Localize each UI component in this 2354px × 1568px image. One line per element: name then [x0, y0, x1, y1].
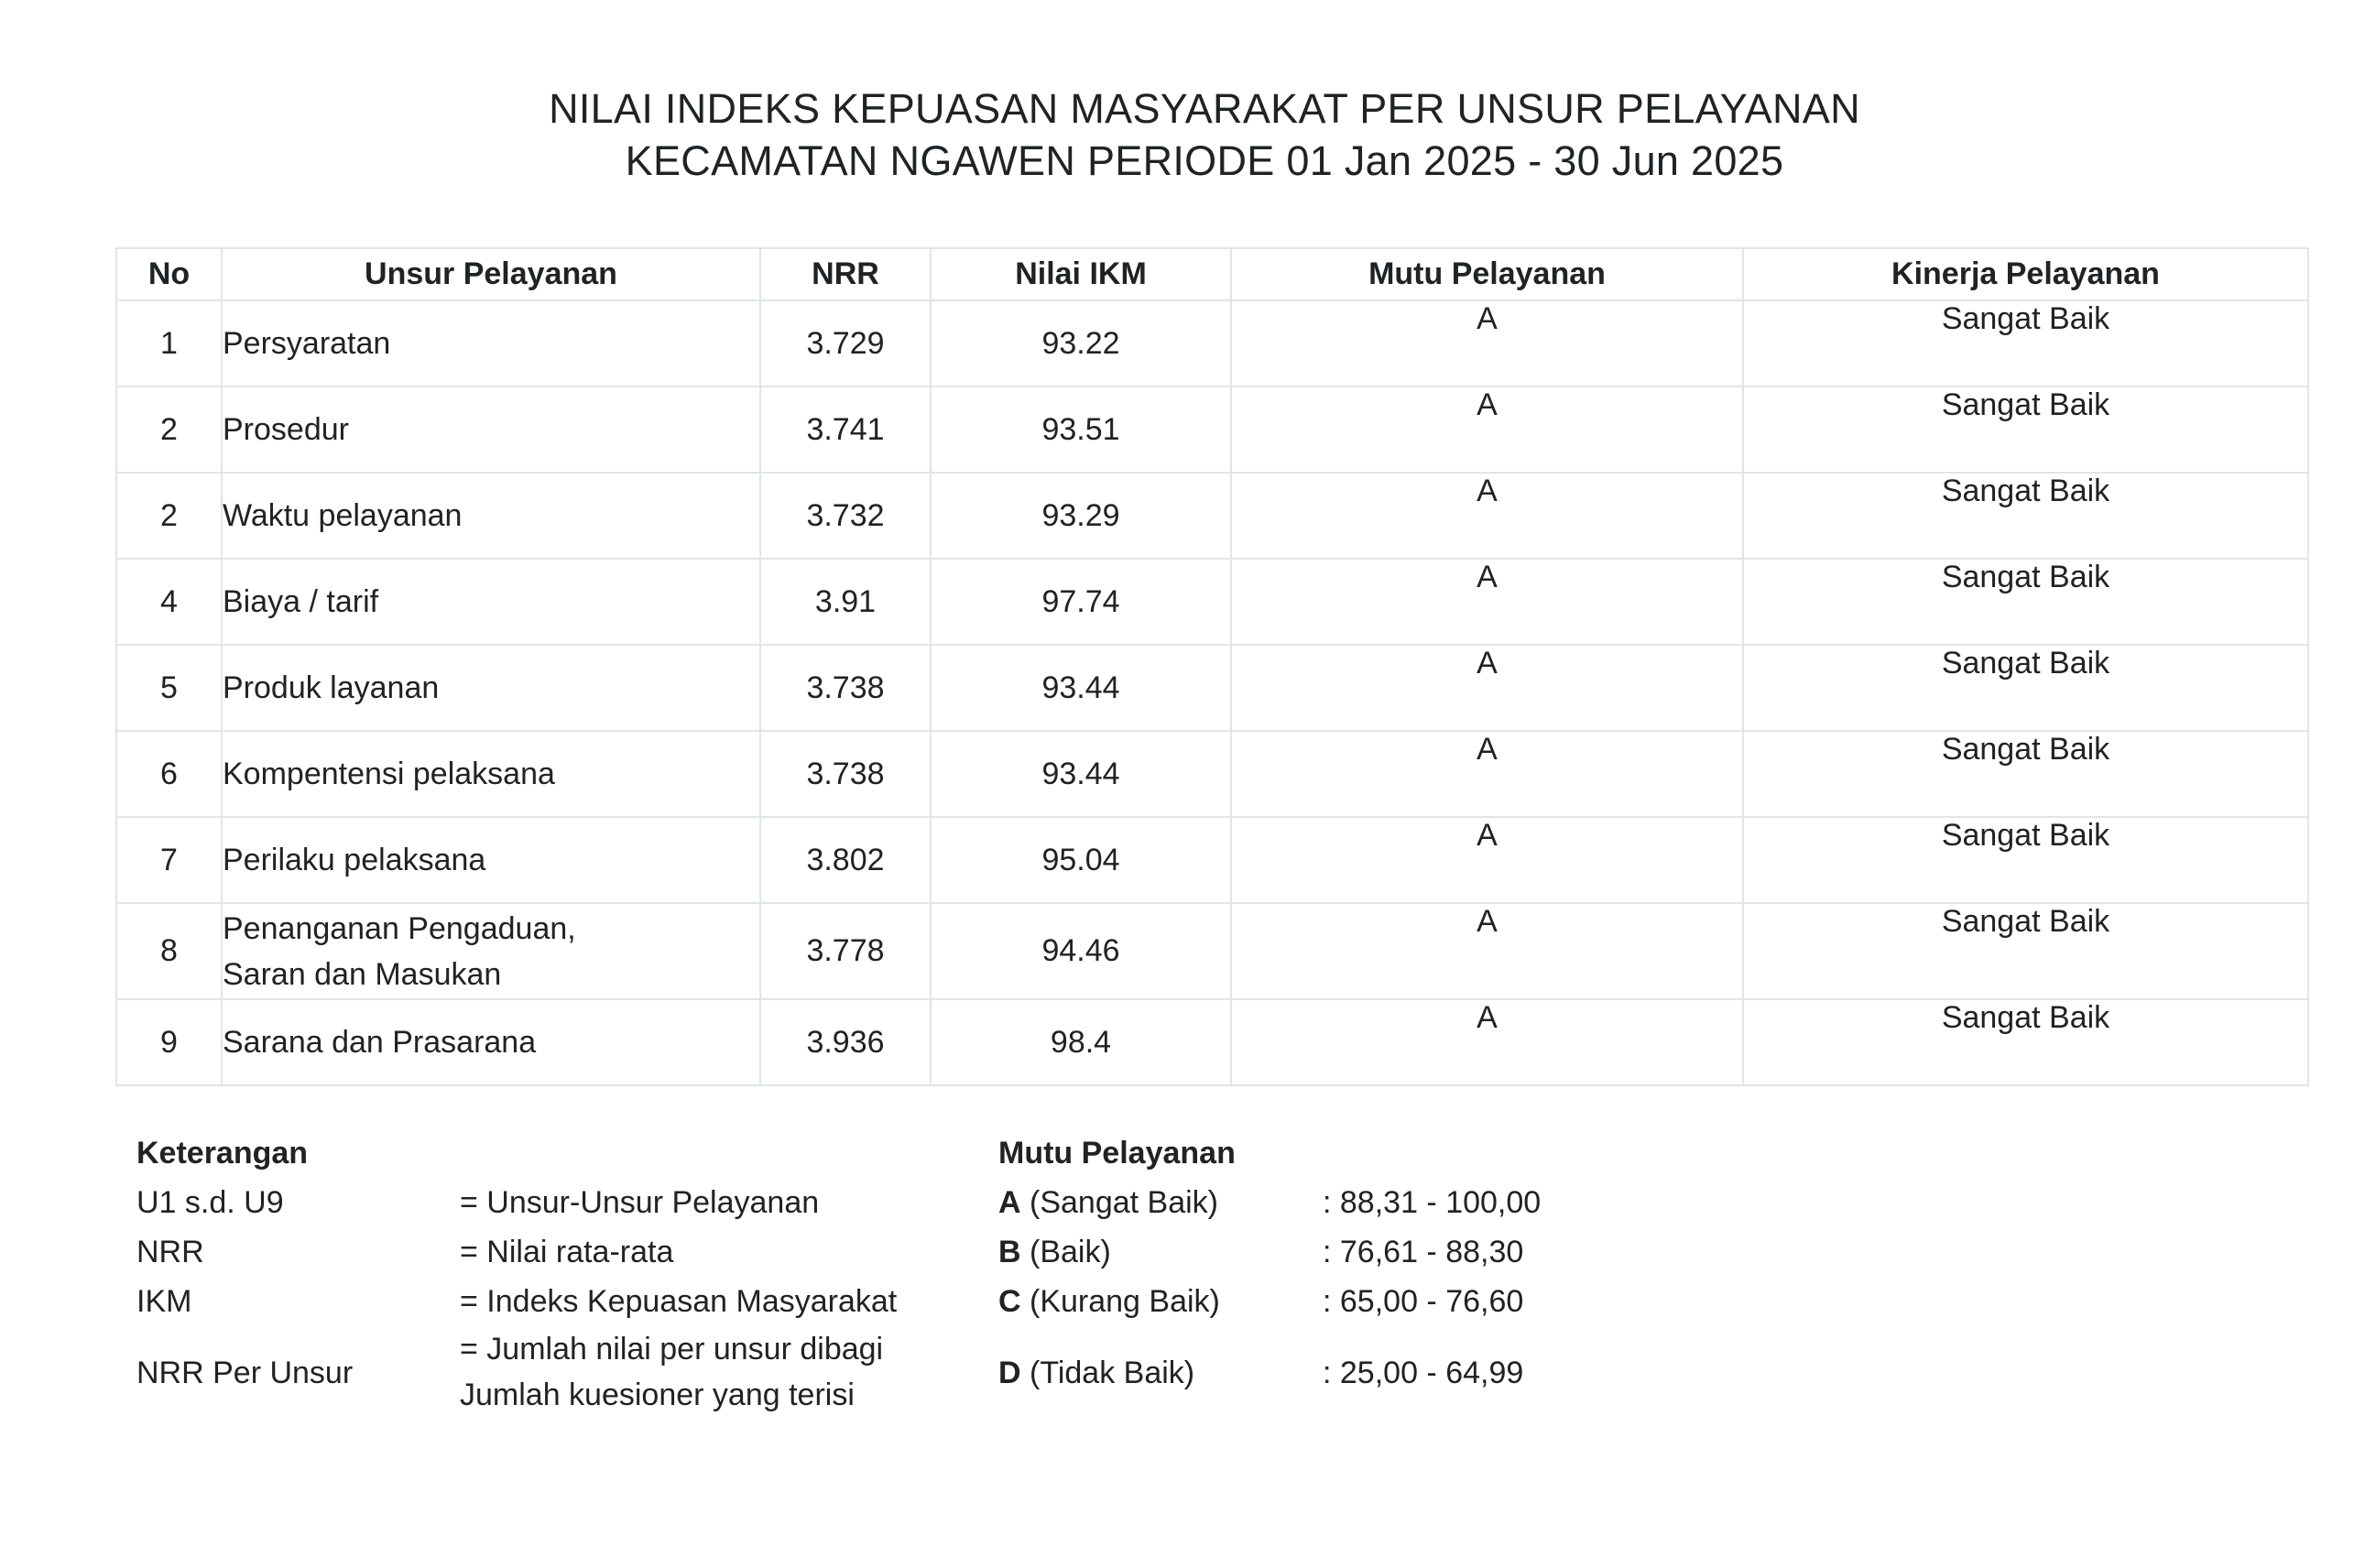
col-header-kinerja: Kinerja Pelayanan	[1743, 248, 2308, 300]
table-row	[116, 559, 2308, 645]
cell-kinerja: Sangat Baik	[1743, 999, 2308, 1085]
cell-ikm: 93.22	[931, 300, 1231, 387]
cell-unsur-text: Persyaratan	[223, 326, 391, 361]
cell-ikm: 95.04	[931, 817, 1231, 903]
table-row	[116, 387, 2308, 473]
mutu-grade-label: (Kurang Baik)	[1020, 1284, 1220, 1319]
keterangan-term: NRR Per Unsur	[136, 1356, 354, 1390]
cell-nrr: 3.91	[760, 559, 931, 645]
cell-unsur	[222, 387, 760, 473]
cell-unsur	[222, 817, 760, 903]
cell-unsur-text: Kompentensi pelaksana	[223, 757, 555, 791]
mutu-legend-heading: Mutu Pelayanan	[998, 1136, 1236, 1171]
mutu-grade-range: : 65,00 - 76,60	[1323, 1284, 1524, 1319]
mutu-grade-letter: A	[998, 1185, 1021, 1220]
cell-ikm: 97.74	[931, 559, 1231, 645]
keterangan-definition-line-2: Jumlah kuesioner yang terisi	[460, 1377, 855, 1412]
cell-no: 4	[116, 559, 222, 645]
cell-unsur-text: Prosedur	[223, 412, 349, 447]
mutu-grade-range: : 88,31 - 100,00	[1323, 1185, 1542, 1220]
cell-nrr: 3.778	[760, 903, 931, 999]
cell-unsur	[222, 473, 760, 559]
cell-unsur	[222, 999, 760, 1085]
report-title-line-1: NILAI INDEKS KEPUASAN MASYARAKAT PER UNSUR PELAYANAN	[549, 85, 1860, 132]
cell-nrr: 3.729	[760, 300, 931, 387]
cell-nrr: 3.741	[760, 387, 931, 473]
report-title-line-2: KECAMATAN NGAWEN PERIODE 01 Jan 2025 - 30 Jun 2025	[625, 137, 1784, 184]
keterangan-term: NRR	[136, 1235, 204, 1269]
cell-kinerja: Sangat Baik	[1743, 473, 2308, 559]
cell-unsur-text: Waktu pelayanan	[223, 498, 463, 533]
keterangan-term: U1 s.d. U9	[136, 1185, 284, 1220]
mutu-grade-letter: C	[998, 1284, 1021, 1319]
cell-unsur	[222, 300, 760, 387]
cell-no: 1	[116, 300, 222, 387]
cell-mutu: A	[1231, 300, 1743, 387]
table-row	[116, 645, 2308, 731]
cell-no: 8	[116, 903, 222, 999]
cell-kinerja: Sangat Baik	[1743, 731, 2308, 817]
cell-nrr: 3.732	[760, 473, 931, 559]
cell-kinerja: Sangat Baik	[1743, 559, 2308, 645]
cell-ikm: 93.44	[931, 645, 1231, 731]
cell-unsur-text: Sarana dan Prasarana	[223, 1025, 537, 1060]
cell-unsur-text: Perilaku pelaksana	[223, 843, 486, 877]
ikm-table	[115, 247, 2309, 1086]
cell-mutu: A	[1231, 999, 1743, 1085]
mutu-grade-letter: B	[998, 1235, 1021, 1269]
cell-unsur	[222, 559, 760, 645]
report-title	[0, 82, 2354, 187]
cell-unsur-text-line-2: Saran dan Masukan	[223, 956, 502, 992]
cell-kinerja: Sangat Baik	[1743, 300, 2308, 387]
table-row	[116, 903, 2308, 999]
mutu-grade-letter: D	[998, 1356, 1021, 1390]
cell-ikm: 93.44	[931, 731, 1231, 817]
keterangan-heading: Keterangan	[136, 1136, 309, 1171]
cell-mutu: A	[1231, 559, 1743, 645]
mutu-grade-label: (Tidak Baik)	[1020, 1356, 1195, 1390]
cell-unsur-text: Penanganan Pengaduan,	[223, 910, 576, 946]
table-row	[116, 300, 2308, 387]
col-header-mutu: Mutu Pelayanan	[1231, 248, 1743, 300]
mutu-grade-range: : 25,00 - 64,99	[1323, 1356, 1524, 1390]
cell-ikm: 94.46	[931, 903, 1231, 999]
table-row	[116, 817, 2308, 903]
mutu-grade-label: (Baik)	[1020, 1235, 1111, 1269]
cell-no: 5	[116, 645, 222, 731]
cell-ikm: 93.29	[931, 473, 1231, 559]
cell-kinerja: Sangat Baik	[1743, 903, 2308, 999]
cell-unsur-text: Produk layanan	[223, 670, 440, 705]
cell-unsur	[222, 731, 760, 817]
cell-mutu: A	[1231, 903, 1743, 999]
keterangan-term: IKM	[136, 1284, 192, 1319]
cell-kinerja: Sangat Baik	[1743, 387, 2308, 473]
cell-unsur	[222, 903, 760, 999]
cell-no: 6	[116, 731, 222, 817]
col-header-nrr: NRR	[760, 248, 931, 300]
cell-no: 9	[116, 999, 222, 1085]
table-header-row	[116, 248, 2308, 300]
mutu-grade-row	[998, 1284, 1220, 1320]
cell-ikm: 98.4	[931, 999, 1231, 1085]
mutu-grade-range: : 76,61 - 88,30	[1323, 1235, 1524, 1269]
keterangan-legend	[136, 1136, 961, 1438]
cell-no: 7	[116, 817, 222, 903]
cell-ikm: 93.51	[931, 387, 1231, 473]
col-header-ikm: Nilai IKM	[931, 248, 1231, 300]
cell-unsur	[222, 645, 760, 731]
mutu-grade-row	[998, 1356, 1194, 1391]
cell-mutu: A	[1231, 387, 1743, 473]
col-header-no: No	[116, 248, 222, 300]
cell-no: 2	[116, 473, 222, 559]
cell-nrr: 3.738	[760, 731, 931, 817]
cell-mutu: A	[1231, 473, 1743, 559]
table-row	[116, 731, 2308, 817]
mutu-pelayanan-legend	[998, 1136, 1731, 1438]
cell-unsur-text: Biaya / tarif	[223, 584, 379, 619]
mutu-grade-label: (Sangat Baik)	[1020, 1185, 1219, 1220]
keterangan-definition: = Indeks Kepuasan Masyarakat	[460, 1284, 898, 1319]
cell-nrr: 3.936	[760, 999, 931, 1085]
keterangan-definition: = Nilai rata-rata	[460, 1235, 674, 1269]
cell-mutu: A	[1231, 645, 1743, 731]
table-row	[116, 999, 2308, 1085]
cell-nrr: 3.802	[760, 817, 931, 903]
cell-kinerja: Sangat Baik	[1743, 645, 2308, 731]
cell-no: 2	[116, 387, 222, 473]
table-row	[116, 473, 2308, 559]
mutu-grade-row	[998, 1235, 1111, 1270]
cell-mutu: A	[1231, 817, 1743, 903]
cell-kinerja: Sangat Baik	[1743, 817, 2308, 903]
cell-nrr: 3.738	[760, 645, 931, 731]
col-header-unsur: Unsur Pelayanan	[222, 248, 760, 300]
keterangan-definition: = Unsur-Unsur Pelayanan	[460, 1185, 820, 1220]
cell-mutu: A	[1231, 731, 1743, 817]
mutu-grade-row	[998, 1185, 1218, 1221]
keterangan-definition: = Jumlah nilai per unsur dibagi	[460, 1332, 884, 1367]
